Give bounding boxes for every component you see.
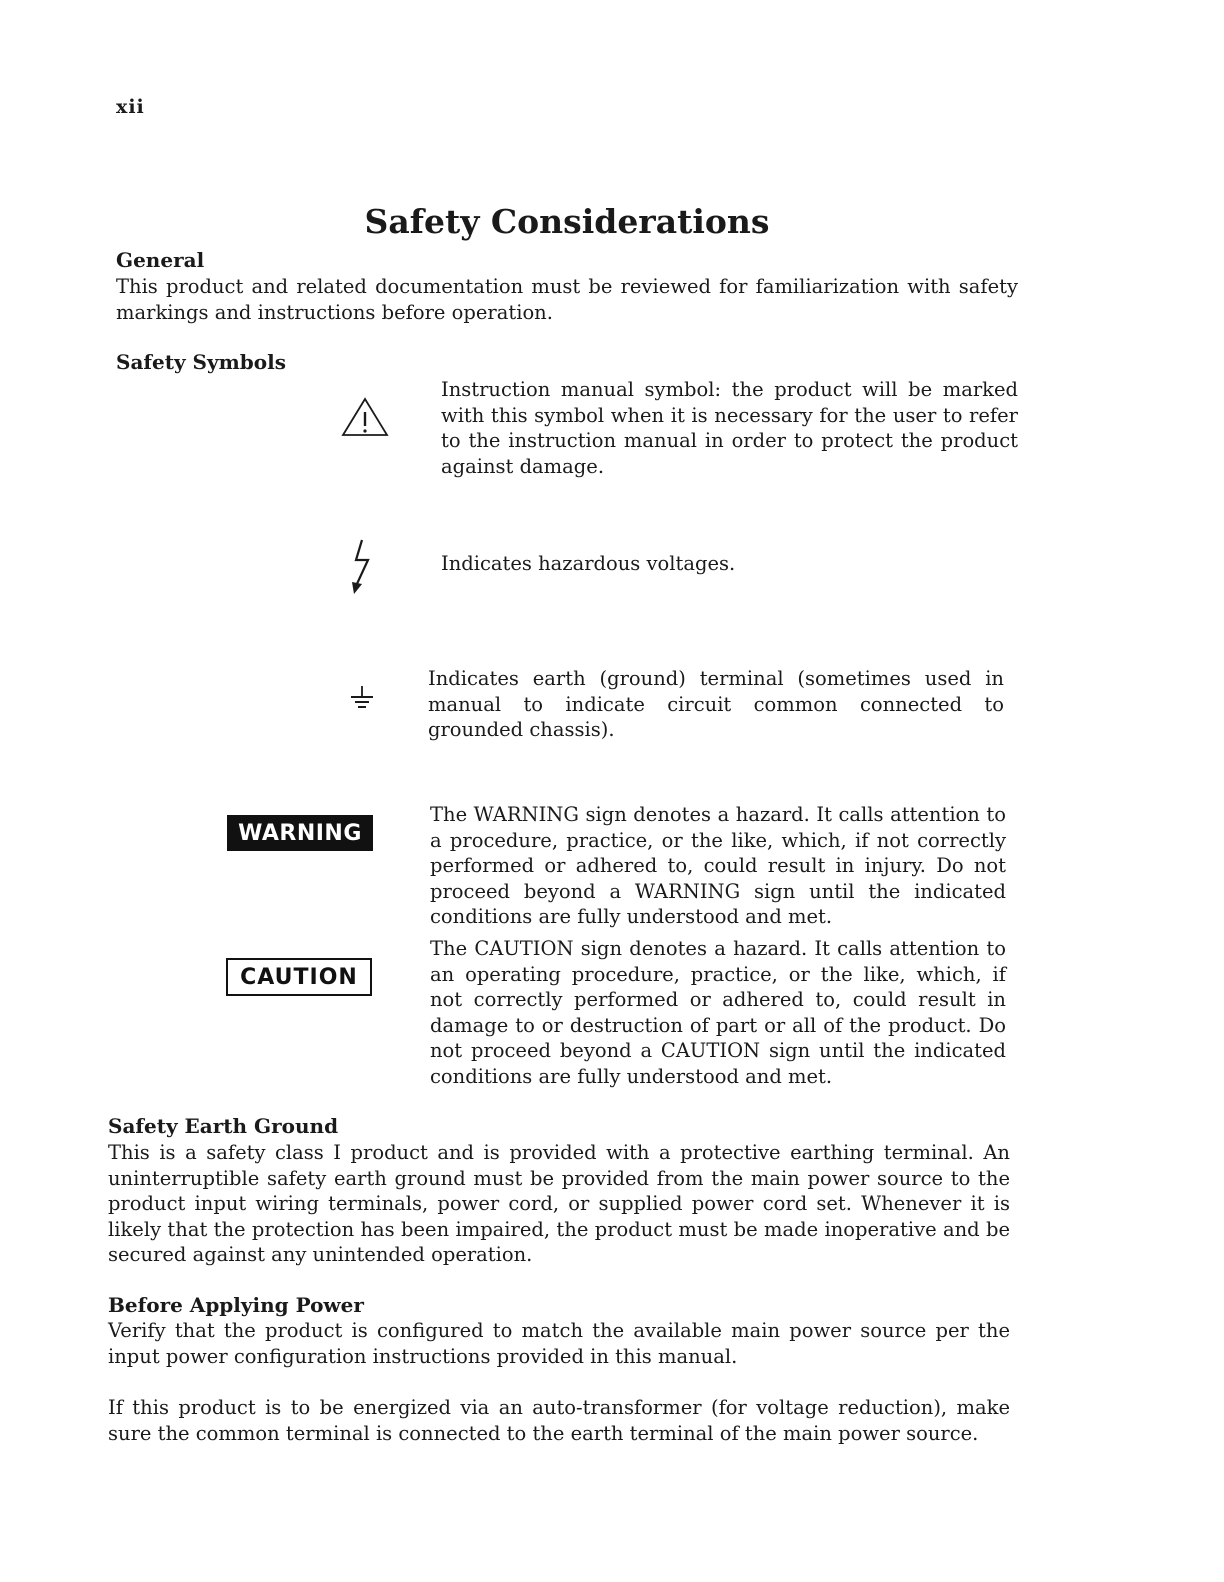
instruction-manual-description: Instruction manual symbol: the product will be marked with this symbol when it is necessary for the user to refer to the instruction manual in order to protect the product against damage. [441, 378, 1018, 478]
instruction-manual-triangle-icon [340, 396, 390, 438]
before-applying-power-text-2: If this product is to be energized via an auto-transformer (for voltage reduction), make sure the common terminal is connected to the earth terminal of the main power source. [108, 1396, 1010, 1445]
safety-symbols-heading: Safety Symbols [116, 350, 286, 374]
general-heading: General [116, 248, 205, 272]
hazardous-voltage-icon [348, 538, 376, 596]
page-number: xii [116, 96, 145, 118]
warning-description: The WARNING sign denotes a hazard. It calls attention to a procedure, practice, or the like, which, if not correctly performed or adhered to, could result in injury. Do not proceed beyond a WARNING sign until the indicated conditions are fully understood and met. [430, 803, 1006, 928]
general-text: This product and related documentation must be reviewed for familiarization with safety markings and instructions before operation. [116, 275, 1018, 324]
earth-ground-icon [348, 684, 376, 714]
before-applying-power-text-1: Verify that the product is configured to match the available main power source per the input power configuration instructions provided in this manual. [108, 1319, 1010, 1368]
caution-description: The CAUTION sign denotes a hazard. It calls attention to an operating procedure, practice, or the like, which, if not correctly performed or adhered to, could result in damage to or destruction of part or all of the product. Do not proceed beyond a CAUTION sign until the indicated conditions are fully understood and met. [430, 937, 1006, 1088]
safety-earth-ground-text: This is a safety class I product and is provided with a protective earthing terminal. An uninterruptible safety earth ground must be provided from the main power source to the product input wiring terminals, power cord, or supplied power cord set. Whenever it is likely that the protection has been impaired, the product must be made inoperative and be secured against any unintended operation. [108, 1141, 1010, 1266]
earth-ground-description: Indicates earth (ground) terminal (sometimes used in manual to indicate circuit common connected to grounded chassis). [428, 667, 1004, 741]
warning-label: WARNING [227, 815, 373, 851]
page-title: Safety Considerations [364, 202, 770, 241]
safety-earth-ground-heading: Safety Earth Ground [108, 1114, 339, 1138]
before-applying-power-heading: Before Applying Power [108, 1293, 364, 1317]
caution-label: CAUTION [226, 958, 372, 996]
hazardous-voltage-description: Indicates hazardous voltages. [441, 552, 736, 575]
